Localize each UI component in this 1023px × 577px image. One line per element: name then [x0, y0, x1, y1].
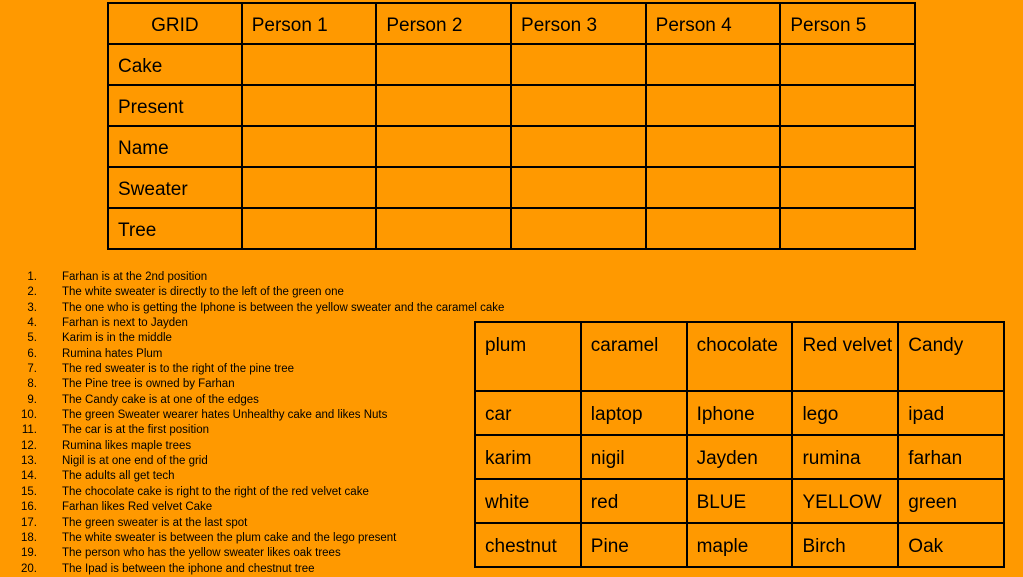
option-cell: farhan — [898, 435, 1004, 479]
clue-text: The car is at the first position — [62, 424, 210, 437]
clue-item: 11. The car is at the first position — [16, 423, 476, 438]
grid-cell[interactable] — [242, 208, 377, 249]
option-cell: karim — [475, 435, 581, 479]
option-cell: ipad — [898, 391, 1004, 435]
clue-text: Farhan is at the 2nd position — [62, 271, 208, 283]
grid-row-cake — [108, 44, 915, 85]
clue-text: The white sweater is between the plum cake and the lego present — [62, 531, 397, 544]
clue-text: The person who has the yellow sweater likes oak trees — [62, 547, 341, 560]
clue-item: 14. The adults all get tech — [16, 469, 476, 484]
clue-item: 12. Rumina likes maple trees — [16, 439, 476, 454]
option-cell: nigil — [581, 435, 687, 479]
grid-row-present — [108, 85, 915, 126]
grid-cell[interactable] — [780, 44, 915, 85]
clue-item: 8. The Pine tree is owned by Farhan — [16, 377, 476, 392]
grid-header-person-3: Person 3 — [511, 3, 646, 44]
grid-cell[interactable] — [646, 167, 781, 208]
clue-item: 16. Farhan likes Red velvet Cake — [16, 500, 476, 515]
grid-header-person-2: Person 2 — [376, 3, 511, 44]
grid-cell[interactable] — [780, 167, 915, 208]
grid-cell[interactable] — [511, 44, 646, 85]
option-cell: Oak — [898, 523, 1004, 567]
clue-item: 2. The white sweater is directly to the left of the green one — [16, 285, 476, 300]
option-cell: laptop — [581, 391, 687, 435]
grid-cell[interactable] — [376, 208, 511, 249]
clue-item: 1. Farhan is at the 2nd position — [16, 270, 476, 285]
option-cell: YELLOW — [792, 479, 898, 523]
grid-cell[interactable] — [646, 85, 781, 126]
clue-item: 20. The Ipad is between the iphone and chestnut tree — [16, 562, 476, 577]
clue-text: The one who is getting the Iphone is between the yellow sweater and the caramel cake — [62, 301, 505, 314]
clue-item: 5. Karim is in the middle — [16, 331, 476, 346]
grid-header-person-4: Person 4 — [646, 3, 781, 44]
clue-item: 6. Rumina hates Plum — [16, 347, 476, 362]
options-table — [474, 321, 1005, 568]
options-row-cakes — [475, 322, 1004, 391]
options-row-trees — [475, 523, 1004, 567]
grid-cell[interactable] — [511, 167, 646, 208]
option-cell: red — [581, 479, 687, 523]
options-row-sweaters — [475, 479, 1004, 523]
option-cell: car — [475, 391, 581, 435]
clue-item: 15. The chocolate cake is right to the right of the red velvet cake — [16, 485, 476, 500]
clue-text: Karim is in the middle — [62, 332, 172, 345]
clue-text: The red sweater is to the right of the pine tree — [62, 363, 295, 376]
grid-cell[interactable] — [780, 208, 915, 249]
option-cell: maple — [687, 523, 793, 567]
grid-row-label: Tree — [108, 208, 242, 249]
grid-cell[interactable] — [511, 85, 646, 126]
grid-header-person-5: Person 5 — [780, 3, 915, 44]
option-cell: plum — [475, 322, 581, 391]
clue-list — [16, 270, 505, 577]
grid-cell[interactable] — [242, 126, 377, 167]
grid-row-label: Cake — [108, 44, 242, 85]
grid-row-label: Name — [108, 126, 242, 167]
clue-text: Nigil is at one end of the grid — [62, 455, 208, 468]
option-cell: Jayden — [687, 435, 793, 479]
option-cell: white — [475, 479, 581, 523]
clue-text: Rumina likes maple trees — [62, 439, 192, 452]
grid-cell[interactable] — [780, 85, 915, 126]
grid-cell[interactable] — [511, 126, 646, 167]
grid-cell[interactable] — [376, 167, 511, 208]
option-cell: caramel — [581, 322, 687, 391]
clue-item: 19. The person who has the yellow sweater likes oak trees — [16, 546, 476, 561]
option-cell: Birch — [792, 523, 898, 567]
grid-cell[interactable] — [646, 44, 781, 85]
options-row-presents — [475, 391, 1004, 435]
clue-text: The green Sweater wearer hates Unhealthy cake and likes Nuts — [62, 409, 388, 422]
options-row-names — [475, 435, 1004, 479]
grid-cell[interactable] — [242, 44, 377, 85]
grid-row-label: Present — [108, 85, 242, 126]
grid-cell[interactable] — [511, 208, 646, 249]
option-cell: BLUE — [687, 479, 793, 523]
option-cell: lego — [792, 391, 898, 435]
grid-cell[interactable] — [780, 126, 915, 167]
grid-cell[interactable] — [376, 85, 511, 126]
clue-text: Rumina hates Plum — [62, 347, 163, 360]
grid-row-tree — [108, 208, 915, 249]
clue-text: The white sweater is directly to the left of the green one — [62, 286, 344, 299]
clue-item: 10. The green Sweater wearer hates Unhealthy cake and likes Nuts — [16, 408, 476, 423]
clue-item: 3. The one who is getting the Iphone is between the yellow sweater and the caramel cake — [16, 301, 476, 316]
clue-item: 17. The green sweater is at the last spot — [16, 516, 476, 531]
option-cell: chocolate — [687, 322, 793, 391]
grid-cell[interactable] — [646, 126, 781, 167]
grid-row-label: Sweater — [108, 167, 242, 208]
clue-text: The Candy cake is at one of the edges — [62, 393, 259, 406]
grid-cell[interactable] — [376, 126, 511, 167]
option-cell: Candy — [898, 322, 1004, 391]
clue-text: The Ipad is between the iphone and chestnut tree — [62, 562, 315, 575]
grid-header-row — [108, 3, 915, 44]
grid-row-sweater — [108, 167, 915, 208]
option-cell: Pine — [581, 523, 687, 567]
clue-text: The green sweater is at the last spot — [62, 516, 248, 529]
clue-item: 13. Nigil is at one end of the grid — [16, 454, 476, 469]
clue-item: 9. The Candy cake is at one of the edges — [16, 393, 476, 408]
clue-text: The chocolate cake is right to the right of the red velvet cake — [62, 485, 369, 498]
grid-cell[interactable] — [242, 167, 377, 208]
grid-cell[interactable] — [646, 208, 781, 249]
puzzle-grid — [107, 2, 916, 250]
option-cell: rumina — [792, 435, 898, 479]
clue-item: 4. Farhan is next to Jayden — [16, 316, 476, 331]
option-cell: green — [898, 479, 1004, 523]
option-cell: Iphone — [687, 391, 793, 435]
clue-text: The adults all get tech — [62, 470, 175, 483]
grid-cell[interactable] — [242, 85, 377, 126]
option-cell: chestnut — [475, 523, 581, 567]
clue-item: 7. The red sweater is to the right of the pine tree — [16, 362, 476, 377]
grid-row-name — [108, 126, 915, 167]
clue-item: 18. The white sweater is between the plum cake and the lego present — [16, 531, 476, 546]
clue-text: Farhan is next to Jayden — [62, 317, 188, 330]
grid-corner-label: GRID — [108, 3, 242, 44]
grid-header-person-1: Person 1 — [242, 3, 377, 44]
option-cell: Red velvet — [792, 322, 898, 391]
clue-text: Farhan likes Red velvet Cake — [62, 501, 213, 514]
grid-cell[interactable] — [376, 44, 511, 85]
clue-text: The Pine tree is owned by Farhan — [62, 378, 235, 391]
